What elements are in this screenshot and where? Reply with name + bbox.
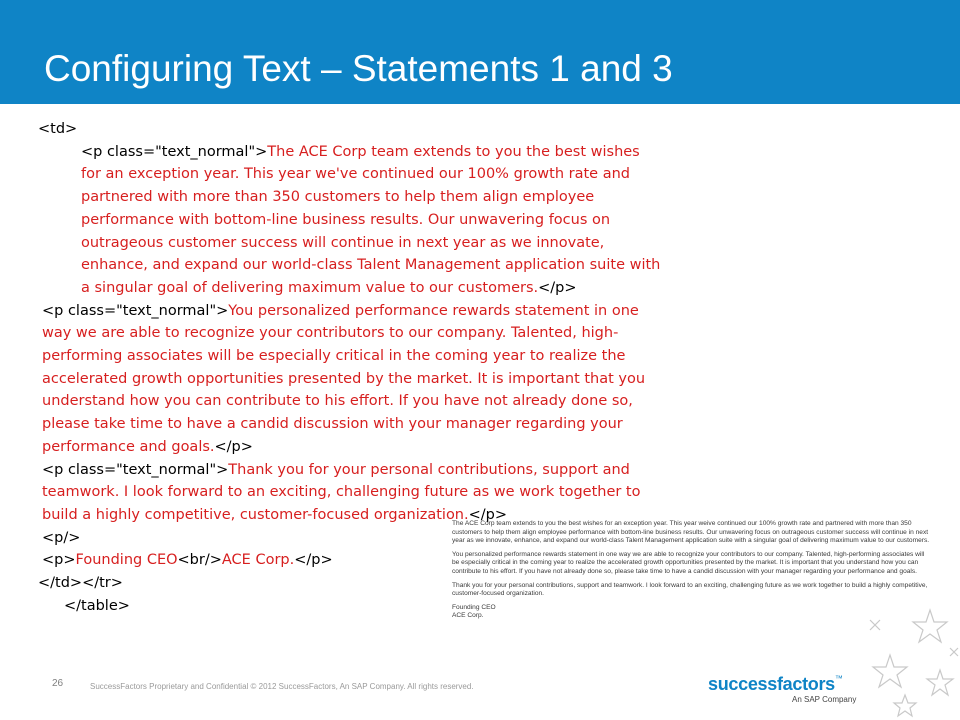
statement-3-text: Thank you for your personal contributions, support and teamwork. I look forward to an exciting, challenging future as we work together to build a highly competitive, customer-focused organization.: [42, 461, 641, 523]
code-tag: <br/>: [177, 552, 222, 569]
code-tag: </td>: [38, 575, 83, 592]
preview-signature-title: Founding CEO: [452, 603, 496, 611]
successfactors-logo: [708, 674, 857, 704]
code-tag: </p>: [294, 552, 333, 569]
slide-title: Configuring Text – Statements 1 and 3: [44, 48, 673, 89]
code-paragraph-3: [38, 459, 663, 527]
statement-2-text: You personalized performance rewards statement in one way we are able to recognize your contributors to our company. Talented, high-performing associates will be especially critical in the coming year to realize the accelerated growth opportunities presented by the market. It is important that you understand how you can contribute to his effort. If you have not already done so, please take time to have a candid discussion with your manager regarding your performance and goals.: [42, 302, 646, 455]
legal-notice: SuccessFactors Proprietary and Confidential © 2012 SuccessFactors, An SAP Company. All rights reserved.: [90, 682, 474, 691]
code-tag: <p>: [42, 552, 76, 569]
code-tag: <p/>: [42, 529, 81, 546]
page-number: 26: [52, 678, 64, 689]
preview-paragraph: The ACE Corp team extends to you the best wishes for an exception year. This year weive continued our 100% growth rate and partnered with more than 350 customers to help them align employee performance with bottom-line business results. Our unwavering focus on outrageous customer success will continue in next year as we innovate, enhance, and expand our world-class Talent Management application suite with a singular goal of delivering maximum value to our customers.: [452, 520, 930, 545]
code-tag: </p>: [538, 279, 577, 296]
preview-signature-company: ACE Corp.: [452, 612, 484, 620]
code-tag: <p class="text_normal">: [42, 461, 229, 478]
statement-1-text: The ACE Corp team extends to you the best wishes for an exception year. This year we've continued our 100% growth rate and partnered with more than 350 customers to help them align employee performance with bottom-line business results. Our unwavering focus on outrageous customer success will continue in next year as we innovate, enhance, and expand our world-class Talent Management application suite with a singular goal of delivering maximum value to our customers.: [81, 143, 661, 296]
code-paragraph-2: [38, 300, 663, 459]
rendered-preview-image: [452, 520, 930, 665]
code-tag: </table>: [64, 597, 130, 614]
code-tag: <p class="text_normal">: [81, 143, 268, 160]
logo-subtitle: An SAP Company: [792, 695, 857, 704]
preview-paragraph: You personalized performance rewards statement in one way we are able to recognize your contributors to our company. Talented, high-performing associates will be especially critical in the coming year to realize the accelerated growth opportunities presented by the market. It is important that you understand how you can contribute to his effort. If you have not already done so, please take time to have a candid discussion with your manager regarding your performance and goals.: [452, 550, 925, 575]
code-tag: <td>: [38, 121, 78, 137]
code-tag: <p class="text_normal">: [42, 302, 229, 319]
code-tag: </p>: [468, 506, 508, 523]
logo-wordmark: successfactors: [708, 674, 835, 694]
code-paragraph-1: [38, 141, 663, 300]
signature-company: ACE Corp.: [221, 552, 295, 569]
signature-title: Founding CEO: [75, 552, 178, 569]
preview-paragraph: Thank you for your personal contributions, support and teamwork. I look forward to an exciting, challenging future as we work together to build a highly competitive, customer-focused organization.: [452, 581, 928, 598]
code-tag: </p>: [214, 438, 253, 455]
logo-trademark: ™: [834, 674, 843, 683]
decorative-stars-icon: [860, 600, 960, 720]
code-tag: </tr>: [82, 575, 123, 592]
code-line: [38, 118, 663, 141]
